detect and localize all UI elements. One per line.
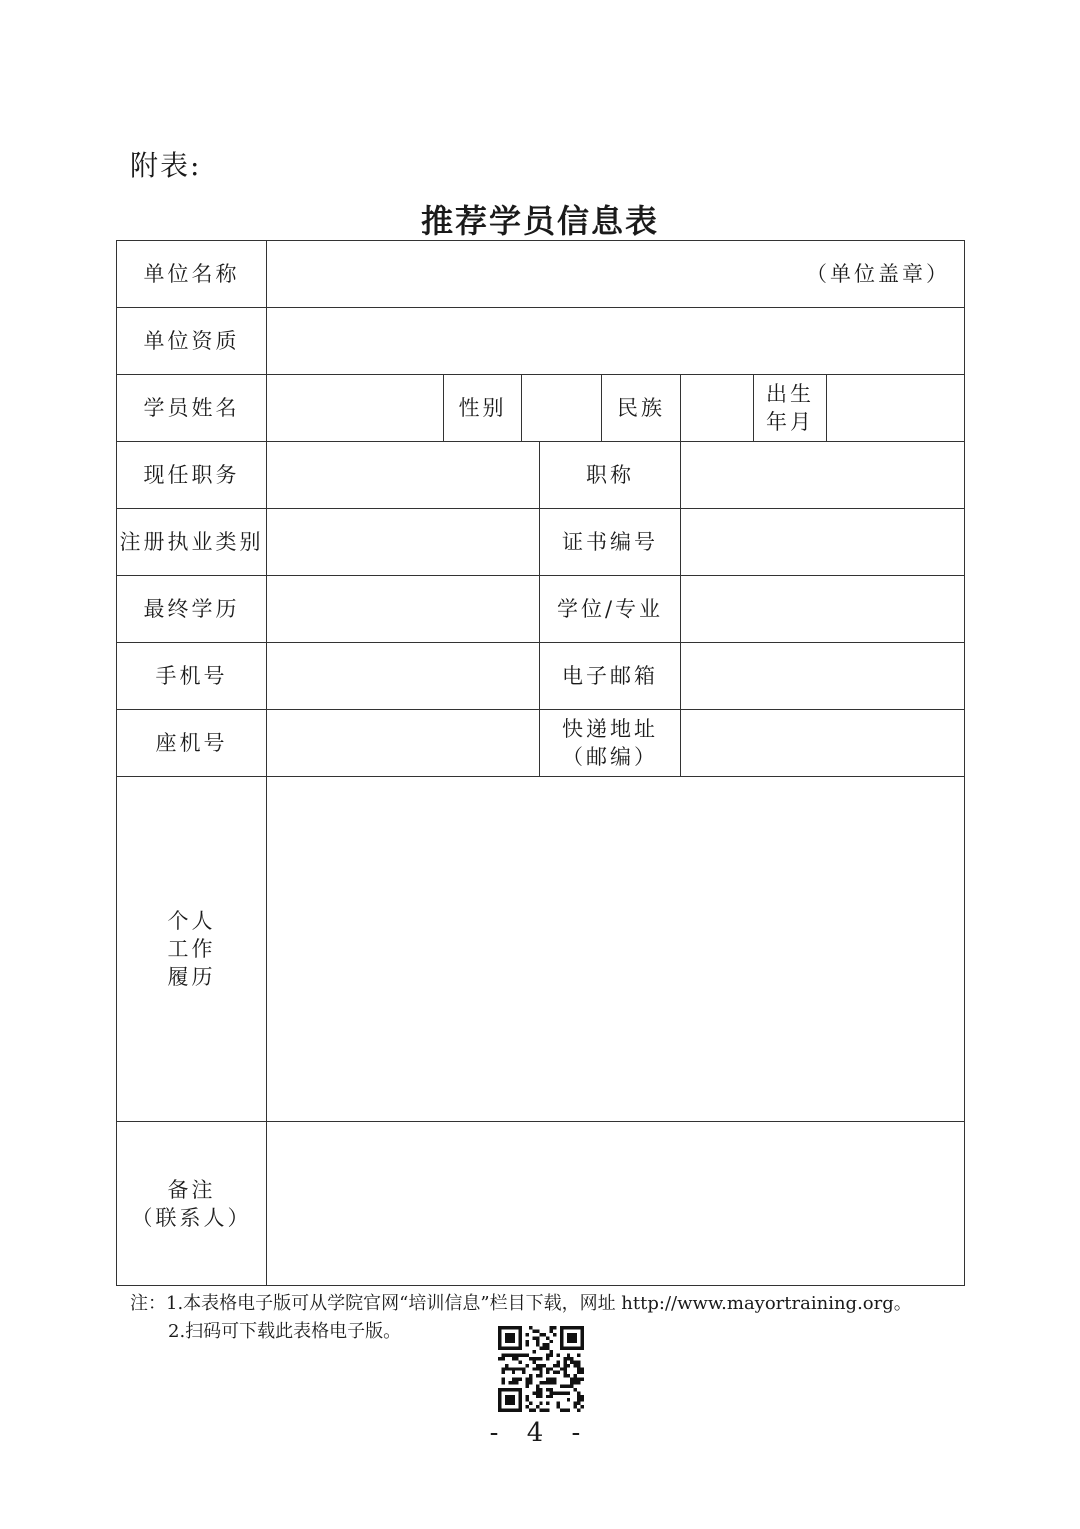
form-title: 推荐学员信息表 — [420, 202, 659, 240]
address-field[interactable] — [681, 710, 965, 777]
ethnicity-label: 民族 — [602, 375, 681, 442]
birth-date-field[interactable] — [827, 375, 965, 442]
professional-title-field[interactable] — [681, 442, 965, 509]
unit-qualification-label: 单位资质 — [117, 308, 267, 375]
row-position — [117, 442, 965, 509]
birth-date-label — [754, 375, 827, 442]
resume-label-line2: 工作 — [167, 937, 216, 961]
education-field[interactable] — [267, 576, 540, 643]
registration-category-field[interactable] — [267, 509, 540, 576]
landline-label: 座机号 — [117, 710, 267, 777]
note-line-1: 注：1.本表格电子版可从学院官网“培训信息”栏目下载，网址 http://www.mayortraining.org。 — [130, 1293, 912, 1314]
current-position-label: 现任职务 — [117, 442, 267, 509]
birth-label-line1: 出生 — [766, 382, 814, 406]
registration-category-label: 注册执业类别 — [117, 509, 267, 576]
degree-major-label: 学位/专业 — [540, 576, 681, 643]
current-position-field[interactable] — [267, 442, 540, 509]
row-education — [117, 576, 965, 643]
degree-major-field[interactable] — [681, 576, 965, 643]
page-number: - 4 - — [489, 1418, 591, 1448]
row-registration — [117, 509, 965, 576]
landline-field[interactable] — [267, 710, 540, 777]
mobile-field[interactable] — [267, 643, 540, 710]
mobile-label: 手机号 — [117, 643, 267, 710]
address-label — [540, 710, 681, 777]
certificate-number-label: 证书编号 — [540, 509, 681, 576]
trainee-info-form — [116, 240, 965, 1286]
row-remarks — [117, 1122, 965, 1286]
remarks-label-line2: （联系人） — [131, 1205, 252, 1230]
trainee-name-field[interactable] — [267, 375, 444, 442]
row-landline-address — [117, 710, 965, 777]
email-label: 电子邮箱 — [540, 643, 681, 710]
row-resume — [117, 777, 965, 1122]
qr-code-icon[interactable] — [498, 1326, 584, 1412]
resume-field[interactable] — [267, 777, 965, 1122]
row-unit-qualification — [117, 308, 965, 375]
unit-name-label: 单位名称 — [117, 241, 267, 308]
row-trainee-basic — [117, 375, 965, 442]
certificate-number-field[interactable] — [681, 509, 965, 576]
birth-label-line2: 年月 — [766, 410, 814, 434]
email-field[interactable] — [681, 643, 965, 710]
ethnicity-field[interactable] — [681, 375, 754, 442]
unit-qualification-field[interactable] — [267, 308, 965, 375]
attachment-label: 附表: — [130, 149, 202, 182]
professional-title-label: 职称 — [540, 442, 681, 509]
address-label-line2: （邮编） — [562, 745, 658, 769]
resume-label-line1: 个人 — [167, 909, 216, 933]
remarks-label — [117, 1122, 267, 1286]
education-label: 最终学历 — [117, 576, 267, 643]
remarks-label-line1: 备注 — [167, 1177, 216, 1202]
unit-name-field[interactable] — [267, 241, 965, 308]
resume-label-line3: 履历 — [167, 965, 216, 989]
unit-seal-hint: （单位盖章） — [806, 262, 950, 286]
resume-label — [117, 777, 267, 1122]
gender-field[interactable] — [522, 375, 602, 442]
trainee-name-label: 学员姓名 — [117, 375, 267, 442]
note-line-2: 2.扫码可下载此表格电子版。 — [168, 1321, 402, 1342]
row-contact — [117, 643, 965, 710]
remarks-field[interactable] — [267, 1122, 965, 1286]
gender-label: 性别 — [444, 375, 522, 442]
address-label-line1: 快递地址 — [562, 717, 658, 741]
row-unit-name — [117, 241, 965, 308]
